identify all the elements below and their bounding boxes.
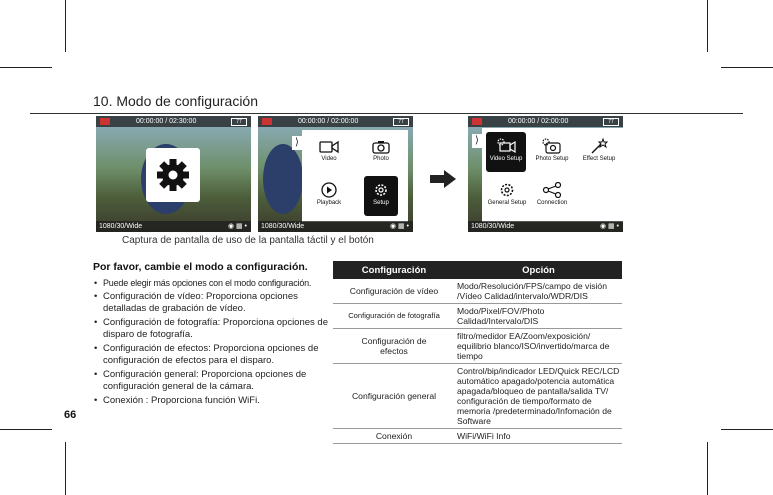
share-connection-icon	[541, 182, 563, 198]
table-row	[333, 429, 622, 444]
list-item: • Conexión : Proporciona función WiFi.	[93, 395, 333, 408]
table-header: Opción	[455, 261, 622, 279]
general-setup-label: General Setup	[487, 200, 527, 206]
table-cell: Modo/Pixel/FOV/Photo Calidad/Intervalo/DIS	[455, 304, 622, 329]
list-item: • Puede elegir más opciones con el modo configuración.	[93, 277, 333, 290]
camera-icon	[371, 140, 391, 154]
resolution-label: 1080/30/Wide	[99, 223, 143, 230]
status-bar	[468, 116, 623, 127]
table-header: Configuración	[333, 261, 455, 279]
playback-mode-button[interactable]	[312, 176, 346, 216]
setup-mode-button[interactable]	[364, 176, 398, 216]
video-camera-icon	[319, 140, 339, 154]
connection-button[interactable]	[532, 176, 572, 216]
table-row	[333, 304, 622, 329]
table-cell: Configuración de fotografía	[333, 304, 455, 329]
bottom-bar	[96, 221, 251, 232]
battery-icon: 77	[393, 118, 409, 126]
table-cell: WiFi/WiFi Info	[455, 429, 622, 444]
battery-icon: 77	[603, 118, 619, 126]
table-cell: Modo/Resolución/FPS/campo de visión /Vídeo Calidad/intervalo/WDR/DIS	[455, 279, 622, 304]
time-counter: 00:00:00 / 02:30:00	[136, 118, 197, 125]
resolution-label: 1080/30/Wide	[471, 223, 515, 230]
back-chevron-icon[interactable]: ⟩	[292, 136, 302, 150]
table-row	[333, 329, 622, 364]
camera-screen-2	[258, 116, 413, 232]
gear-icon	[371, 182, 391, 198]
play-icon	[319, 182, 339, 198]
list-item: • Configuración de efectos: Proporciona opciones de configuración de efectos para el disparo.	[93, 343, 333, 368]
crop-mark	[721, 67, 773, 68]
mode-menu	[295, 130, 408, 222]
bottom-icons: ◉ ▦ •	[227, 223, 247, 230]
table-row	[333, 279, 622, 304]
video-setup-label: Video Setup	[489, 156, 523, 162]
table-cell: filtro/medidor EA/Zoom/exposición/ equilibrio blanco/ISO/invertido/marca de tiempo	[455, 329, 622, 364]
status-bar	[258, 116, 413, 127]
crop-mark	[0, 67, 52, 68]
table-header-row	[333, 261, 622, 279]
photo-setup-button[interactable]	[532, 132, 572, 172]
bottom-icons: ◉ ▦ •	[599, 223, 619, 230]
rider-image	[263, 144, 303, 214]
crop-mark	[707, 0, 708, 52]
table-cell: Control/bip/indicador LED/Quick REC/LCD automático apagado/potencia automática apagada/bloqueo de pantalla/salida TV/ configuración de tiempo/formato de memoria /predeterminado/Infomación de Software	[455, 364, 622, 429]
video-gear-icon	[495, 138, 517, 154]
video-mode-button[interactable]	[312, 134, 346, 174]
connection-label: Connection	[536, 200, 568, 206]
photo-label: Photo	[373, 156, 389, 162]
record-indicator-icon	[100, 118, 110, 125]
gear-icon	[146, 148, 200, 202]
crop-mark	[707, 442, 708, 495]
crop-mark	[65, 442, 66, 495]
page-number: 66	[64, 409, 77, 421]
table-row	[333, 364, 622, 429]
feature-list	[93, 277, 333, 408]
record-indicator-icon	[262, 118, 272, 125]
resolution-label: 1080/30/Wide	[261, 223, 305, 230]
bottom-bar	[468, 221, 623, 232]
magic-wand-icon	[588, 138, 610, 154]
crop-mark	[0, 429, 52, 430]
settings-gear-button[interactable]	[146, 148, 200, 202]
table-cell: Configuración de efectos	[333, 329, 455, 364]
effect-setup-label: Effect Setup	[582, 156, 616, 162]
back-chevron-icon[interactable]: ⟩	[472, 134, 482, 148]
playback-label: Playback	[316, 200, 342, 206]
settings-table	[333, 261, 622, 444]
list-item: • Configuración de fotografía: Proporciona opciones de disparo de fotografía.	[93, 317, 333, 342]
video-label: Video	[321, 156, 337, 162]
video-setup-button[interactable]	[486, 132, 526, 172]
time-counter: 00:00:00 / 02:00:00	[298, 118, 359, 125]
photo-setup-label: Photo Setup	[535, 156, 569, 162]
setup-menu	[475, 128, 623, 222]
list-item: • Configuración de vídeo: Proporciona opciones detalladas de grabación de vídeo.	[93, 291, 333, 316]
table-cell: Configuración general	[333, 364, 455, 429]
table-cell: Conexión	[333, 429, 455, 444]
effect-setup-button[interactable]	[578, 132, 620, 172]
setup-label: Setup	[373, 200, 389, 206]
bottom-icons: ◉ ▦ •	[389, 223, 409, 230]
photo-mode-button[interactable]	[364, 134, 398, 174]
camera-gear-icon	[541, 138, 563, 154]
time-counter: 00:00:00 / 02:00:00	[508, 118, 569, 125]
heading-rule	[30, 113, 743, 114]
camera-screen-1	[96, 116, 251, 232]
crop-mark	[721, 429, 773, 430]
crop-mark	[65, 0, 66, 52]
camera-screen-3	[468, 116, 623, 232]
table-cell: Configuración de vídeo	[333, 279, 455, 304]
bottom-bar	[258, 221, 413, 232]
list-title: Por favor, cambie el modo a configuración.	[93, 261, 308, 273]
record-indicator-icon	[472, 118, 482, 125]
arrow-right-icon	[430, 170, 456, 188]
section-heading: 10. Modo de configuración	[93, 93, 258, 109]
gear-icon	[496, 182, 518, 198]
list-item: • Configuración general: Proporciona opciones de configuración general de la cámara.	[93, 369, 333, 394]
general-setup-button[interactable]	[486, 176, 528, 216]
status-bar	[96, 116, 251, 127]
battery-icon: 77	[231, 118, 247, 126]
figure-caption: Captura de pantalla de uso de la pantalla táctil y el botón	[122, 235, 374, 246]
